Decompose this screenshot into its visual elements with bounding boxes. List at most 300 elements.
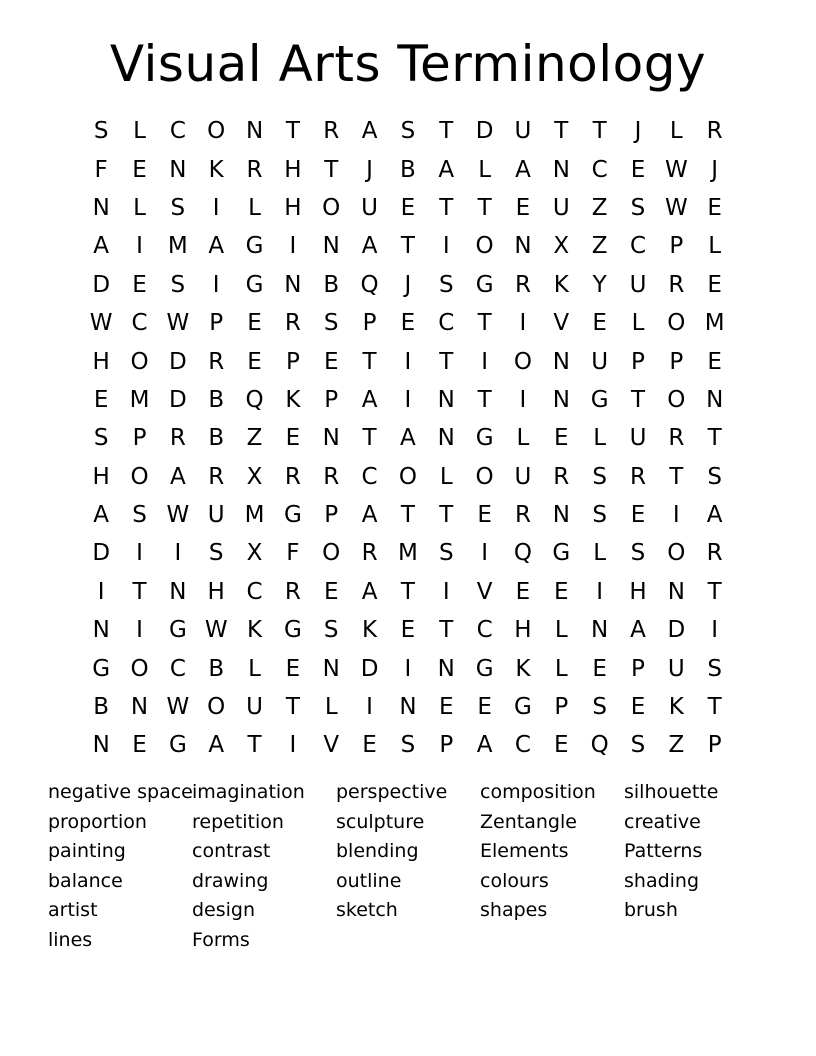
grid-letter: N (130, 694, 149, 721)
word-list-item: negative space (48, 781, 193, 803)
grid-letter: T (439, 194, 454, 221)
grid-letter: Q (245, 386, 264, 413)
grid-letter: N (284, 271, 302, 298)
grid-letter: L (248, 194, 261, 221)
grid-letter: G (92, 655, 111, 682)
grid-letter: S (592, 463, 607, 490)
grid-letter: E (707, 271, 722, 298)
grid-letter: A (361, 502, 378, 529)
grid-letter: D (92, 540, 111, 567)
grid-letter: O (207, 694, 226, 721)
grid-letter: R (284, 310, 301, 337)
word-column (48, 778, 192, 956)
grid-letter: T (592, 118, 607, 145)
grid-letter: S (438, 271, 454, 298)
grid-letter: T (477, 386, 492, 413)
grid-letter: T (707, 578, 722, 605)
grid-letter: I (366, 694, 373, 721)
grid-letter: R (553, 463, 570, 490)
grid-letter: S (323, 617, 339, 644)
grid-letter: E (247, 348, 262, 375)
grid-letter: L (593, 540, 607, 567)
grid-letter: L (516, 425, 530, 452)
grid-letter: L (708, 233, 722, 260)
grid-letter: O (475, 463, 494, 490)
grid-letter: M (129, 386, 150, 413)
word-list-item: painting (48, 840, 126, 863)
grid-letter: D (169, 386, 187, 413)
grid-letter: R (514, 271, 531, 298)
grid-letter: L (593, 425, 607, 452)
grid-letter: N (552, 348, 570, 375)
grid-letter: E (132, 732, 147, 759)
grid-letter: N (552, 386, 570, 413)
grid-letter: J (634, 118, 642, 145)
grid-letter: E (400, 310, 416, 337)
grid-letter: T (477, 310, 492, 337)
grid-letter: E (285, 425, 301, 452)
grid-letter: S (93, 118, 109, 145)
grid-row (82, 342, 734, 380)
grid-letter: D (92, 271, 111, 298)
grid-letter: O (130, 655, 149, 682)
grid-letter: C (438, 310, 455, 337)
grid-letter: T (400, 578, 415, 605)
word-list-item: Zentangle (480, 810, 577, 833)
grid-letter: Z (591, 194, 608, 221)
grid-row (82, 304, 734, 342)
grid-letter: N (92, 732, 110, 759)
grid-letter: U (514, 118, 532, 145)
grid-letter: I (212, 271, 220, 298)
grid-letter: T (285, 118, 300, 145)
grid-letter: U (207, 502, 225, 529)
grid-letter: O (130, 463, 149, 490)
grid-letter: R (668, 271, 685, 298)
grid-letter: K (515, 655, 531, 682)
grid-letter: E (477, 694, 492, 721)
grid-letter: Z (246, 425, 263, 452)
grid-letter: U (246, 694, 263, 721)
grid-letter: C (514, 732, 531, 759)
grid-letter: L (554, 655, 568, 682)
grid-letter: S (93, 425, 109, 452)
grid-letter: C (629, 233, 647, 260)
grid-letter: G (283, 617, 302, 644)
grid-letter: O (207, 118, 226, 145)
grid-letter: E (323, 578, 339, 605)
word-list-item: lines (48, 928, 93, 951)
grid-letter: N (322, 233, 340, 260)
grid-letter: A (93, 233, 110, 260)
grid-letter: S (400, 118, 416, 145)
grid-letter: X (246, 540, 263, 567)
grid-letter: B (208, 425, 225, 452)
grid-letter: Z (591, 233, 608, 260)
grid-letter: P (669, 348, 684, 375)
grid-letter: N (706, 386, 724, 413)
grid-letter: U (514, 463, 532, 490)
grid-letter: L (439, 463, 453, 490)
grid-letter: H (514, 617, 532, 644)
grid-letter: T (439, 617, 454, 644)
word-list-item: creative (624, 810, 701, 833)
grid-letter: R (706, 540, 723, 567)
grid-letter: J (711, 156, 719, 183)
grid-letter: F (94, 156, 108, 183)
grid-letter: D (169, 348, 187, 375)
grid-letter: S (630, 194, 646, 221)
grid-letter: N (169, 578, 187, 605)
grid-letter: S (170, 271, 186, 298)
grid-letter: U (361, 194, 378, 221)
grid-letter: P (324, 386, 339, 413)
grid-letter: T (324, 156, 339, 183)
grid-letter: T (439, 502, 454, 529)
grid-letter: E (132, 156, 147, 183)
grid-row (82, 458, 734, 496)
grid-letter: M (244, 502, 265, 529)
grid-letter: O (513, 348, 532, 375)
word-column (480, 778, 624, 956)
grid-letter: A (515, 156, 531, 183)
grid-letter: I (404, 386, 412, 413)
grid-letter: E (362, 732, 377, 759)
grid-letter: I (711, 617, 719, 644)
grid-letter: O (667, 386, 686, 413)
grid-letter: I (519, 386, 527, 413)
grid-letter: R (668, 425, 685, 452)
grid-letter: P (439, 732, 454, 759)
grid-letter: B (93, 694, 110, 721)
grid-letter: L (669, 118, 683, 145)
grid-letter: N (399, 694, 417, 721)
grid-letter: Z (668, 732, 685, 759)
grid-letter: S (170, 194, 186, 221)
grid-row (82, 573, 734, 611)
grid-letter: A (476, 732, 493, 759)
grid-letter: S (592, 502, 607, 529)
grid-letter: I (442, 578, 450, 605)
grid-letter: A (361, 233, 378, 260)
grid-letter: W (166, 502, 190, 529)
grid-letter: O (667, 540, 686, 567)
word-list-item: silhouette (624, 781, 719, 803)
grid-letter: I (97, 578, 105, 605)
grid-letter: U (591, 348, 609, 375)
grid-letter: C (476, 617, 493, 644)
word-list-item: perspective (336, 781, 448, 803)
grid-letter: D (360, 655, 379, 682)
word-list-item: sketch (336, 899, 398, 922)
grid-letter: J (366, 156, 373, 183)
grid-letter: L (554, 617, 568, 644)
grid-letter: L (133, 118, 146, 145)
word-list-item: repetition (192, 810, 284, 833)
grid-letter: P (324, 502, 339, 529)
grid-letter: B (208, 386, 225, 413)
grid-letter: M (704, 310, 725, 337)
grid-letter: T (247, 732, 262, 759)
grid-letter: S (630, 540, 646, 567)
word-list-item: shading (624, 869, 700, 892)
grid-letter: H (284, 194, 302, 221)
grid-letter: R (361, 540, 378, 567)
word-list (48, 778, 768, 956)
grid-letter: I (174, 540, 182, 567)
grid-letter: T (554, 118, 569, 145)
grid-letter: P (707, 732, 722, 759)
grid-letter: I (519, 310, 527, 337)
grid-letter: T (285, 694, 300, 721)
grid-letter: G (245, 233, 264, 260)
grid-row (82, 381, 734, 419)
grid-letter: V (323, 732, 340, 759)
grid-letter: N (92, 194, 110, 221)
grid-letter: B (323, 271, 340, 298)
grid-letter: E (592, 310, 607, 337)
grid-letter: O (322, 540, 341, 567)
grid-letter: A (208, 233, 225, 260)
grid-row (82, 419, 734, 457)
grid-letter: E (515, 194, 531, 221)
grid-letter: T (439, 118, 454, 145)
grid-letter: H (629, 578, 647, 605)
word-column (624, 778, 768, 956)
grid-letter: R (284, 578, 301, 605)
grid-letter: T (669, 463, 684, 490)
word-list-item: shapes (480, 899, 548, 922)
grid-letter: L (324, 694, 338, 721)
grid-letter: O (322, 194, 341, 221)
grid-letter: T (707, 425, 722, 452)
grid-letter: L (133, 194, 146, 221)
grid-letter: E (630, 694, 646, 721)
grid-letter: K (668, 694, 684, 721)
word-column (336, 778, 480, 956)
grid-row (82, 112, 734, 150)
grid-letter: R (629, 463, 646, 490)
grid-letter: C (361, 463, 378, 490)
grid-letter: O (130, 348, 149, 375)
grid-letter: H (92, 348, 110, 375)
grid-letter: E (323, 348, 339, 375)
grid-letter: L (631, 310, 645, 337)
grid-letter: O (475, 233, 494, 260)
grid-letter: U (629, 425, 647, 452)
word-column (192, 778, 336, 956)
grid-letter: E (285, 655, 301, 682)
grid-letter: E (707, 194, 722, 221)
grid-letter: K (362, 617, 378, 644)
grid-letter: P (209, 310, 224, 337)
grid-letter: V (476, 578, 493, 605)
grid-letter: T (132, 578, 147, 605)
word-list-item: blending (336, 840, 419, 863)
grid-letter: P (631, 655, 645, 682)
grid-letter: E (400, 617, 416, 644)
grid-letter: E (630, 502, 646, 529)
grid-letter: K (208, 156, 224, 183)
word-list-item: outline (336, 869, 402, 892)
word-list-item: composition (480, 781, 596, 803)
grid-letter: B (208, 655, 225, 682)
grid-letter: N (322, 655, 340, 682)
grid-letter: T (400, 233, 415, 260)
grid-row (82, 534, 734, 572)
grid-letter: X (246, 463, 263, 490)
grid-letter: T (477, 194, 492, 221)
grid-row (82, 150, 734, 188)
grid-letter: I (481, 348, 488, 375)
grid-letter: I (289, 233, 297, 260)
puzzle-title: Visual Arts Terminology (109, 35, 707, 93)
grid-letter: P (631, 348, 645, 375)
word-list-item: Forms (192, 928, 250, 951)
grid-letter: K (285, 386, 301, 413)
grid-letter: R (514, 502, 531, 529)
grid-letter: I (672, 502, 680, 529)
grid-letter: A (361, 578, 378, 605)
word-list-item: proportion (48, 810, 147, 833)
grid-letter: C (246, 578, 263, 605)
grid-letter: N (591, 617, 609, 644)
grid-letter: S (132, 502, 147, 529)
word-list-item: contrast (192, 840, 271, 863)
grid-letter: H (284, 156, 302, 183)
grid-letter: I (212, 194, 220, 221)
word-list-item: imagination (192, 781, 305, 803)
grid-letter: I (481, 540, 488, 567)
grid-letter: T (362, 425, 377, 452)
grid-letter: I (136, 233, 143, 260)
letter-grid (82, 112, 734, 765)
word-list-item: design (192, 899, 256, 922)
grid-letter: P (362, 310, 377, 337)
word-list-item: brush (624, 899, 678, 922)
grid-letter: G (475, 271, 494, 298)
grid-letter: E (707, 348, 722, 375)
grid-letter: N (514, 233, 532, 260)
grid-letter: I (136, 540, 143, 567)
grid-letter: M (167, 233, 188, 260)
grid-letter: A (169, 463, 186, 490)
grid-letter: R (169, 425, 186, 452)
grid-letter: E (554, 578, 569, 605)
grid-letter: R (208, 463, 225, 490)
grid-letter: T (362, 348, 377, 375)
grid-letter: N (667, 578, 685, 605)
word-list-item: colours (480, 869, 549, 892)
word-list-item: drawing (192, 869, 269, 892)
grid-letter: F (286, 540, 300, 567)
grid-letter: I (289, 732, 297, 759)
grid-letter: S (707, 655, 722, 682)
grid-letter: Y (592, 271, 607, 298)
grid-letter: L (478, 156, 492, 183)
grid-letter: A (361, 386, 378, 413)
grid-letter: E (400, 194, 416, 221)
grid-letter: J (404, 271, 412, 298)
grid-letter: A (400, 425, 416, 452)
grid-letter: A (630, 617, 646, 644)
grid-letter: N (437, 386, 455, 413)
grid-letter: I (404, 655, 412, 682)
grid-letter: M (397, 540, 418, 567)
grid-letter: R (323, 118, 340, 145)
grid-letter: N (92, 617, 110, 644)
grid-letter: A (208, 732, 225, 759)
grid-letter: N (437, 655, 455, 682)
grid-letter: Q (590, 732, 609, 759)
grid-letter: T (707, 694, 722, 721)
grid-letter: N (437, 425, 455, 452)
grid-letter: A (361, 118, 378, 145)
grid-letter: L (248, 655, 261, 682)
grid-letter: K (553, 271, 569, 298)
grid-letter: N (552, 502, 570, 529)
grid-letter: W (89, 310, 113, 337)
grid-letter: C (591, 156, 608, 183)
grid-letter: D (475, 118, 494, 145)
grid-letter: E (592, 655, 607, 682)
word-list-item: sculpture (336, 810, 425, 833)
grid-letter: E (247, 310, 262, 337)
grid-row (82, 649, 734, 687)
grid-letter: C (169, 655, 186, 682)
grid-letter: N (322, 425, 340, 452)
grid-letter: S (208, 540, 224, 567)
grid-letter: S (438, 540, 454, 567)
grid-letter: W (664, 194, 688, 221)
grid-letter: I (596, 578, 604, 605)
grid-letter: E (630, 156, 646, 183)
grid-letter: W (166, 310, 190, 337)
grid-letter: P (554, 694, 569, 721)
grid-letter: E (477, 502, 492, 529)
grid-letter: E (438, 694, 454, 721)
grid-letter: E (132, 271, 147, 298)
grid-letter: P (285, 348, 300, 375)
grid-letter: R (208, 348, 225, 375)
grid-letter: R (246, 156, 263, 183)
grid-letter: V (553, 310, 570, 337)
grid-letter: G (168, 732, 187, 759)
grid-row (82, 611, 734, 649)
grid-letter: N (552, 156, 570, 183)
grid-letter: H (207, 578, 225, 605)
grid-letter: B (400, 156, 416, 183)
grid-letter: E (554, 425, 569, 452)
word-list-item: artist (48, 899, 98, 922)
grid-letter: R (706, 118, 723, 145)
grid-letter: R (284, 463, 301, 490)
grid-letter: W (166, 694, 190, 721)
grid-letter: T (630, 386, 646, 413)
grid-letter: S (323, 310, 339, 337)
grid-row (82, 726, 734, 764)
grid-letter: T (400, 502, 415, 529)
grid-letter: S (707, 463, 722, 490)
grid-letter: I (404, 348, 412, 375)
grid-letter: P (132, 425, 147, 452)
grid-letter: U (667, 655, 685, 682)
grid-letter: G (475, 425, 494, 452)
grid-letter: A (438, 156, 455, 183)
word-list-item: Patterns (624, 840, 703, 863)
word-list-item: Elements (480, 840, 569, 863)
word-list-item: balance (48, 869, 123, 892)
